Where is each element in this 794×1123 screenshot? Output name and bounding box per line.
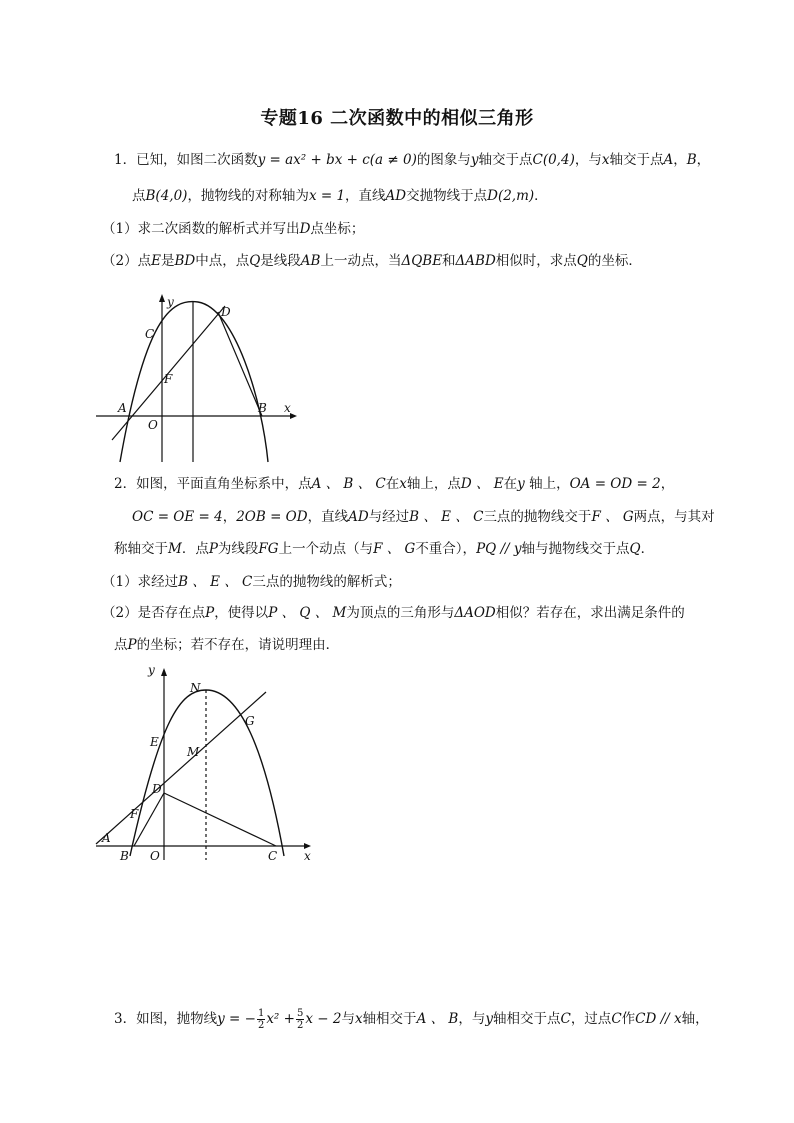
text: 是线段 [260,253,301,269]
var: C [611,1011,622,1027]
text: 两点，与其对 [633,509,715,525]
equation: y = ax² + bx + c(a ≠ 0) [257,152,417,168]
var: BD [174,253,196,269]
text: 已知，如图二次函数 [136,152,258,168]
var: y [470,152,479,168]
text: 称轴交于 [114,541,168,557]
text: 交抛物线于点 [406,188,488,204]
problem-number: 3． [114,1011,137,1027]
text: ，与 [574,152,602,168]
text: 上一动点，当 [320,253,402,269]
var: P [127,637,137,653]
var: ΔQBE [401,253,443,269]
label-y: y [148,663,155,677]
text: 作 [621,1011,636,1027]
p2-question2-cont [114,635,339,655]
label-f: F [164,372,173,386]
label-x: x [304,849,311,863]
text: ， [673,152,687,168]
point: D(2,m) [487,188,535,204]
text: 三点的抛物线的解析式； [252,574,401,590]
text: ， [696,152,711,168]
p3-line1 [114,1008,709,1031]
var: x [354,1011,363,1027]
label-b: B [258,401,267,415]
parabola [120,302,268,462]
var: A 、 B [416,1011,459,1027]
p2-question1 [102,572,401,592]
text: 轴上， [524,476,570,492]
var: Q [629,541,641,557]
text: （1）求经过 [102,574,179,590]
var: FG [258,541,279,557]
equation-part: x − 2 [305,1011,342,1027]
var: D [299,221,311,237]
equation: OC = OE = 4 [132,509,223,525]
text: 与 [341,1011,355,1027]
label-g: G [245,714,255,728]
text: 为顶点的三角形与 [346,605,455,621]
figure-1 [90,290,310,470]
y-axis-arrow [161,668,167,676]
label-e: E [150,735,159,749]
fraction-1 [257,1008,265,1031]
var: y [517,476,525,492]
p1-line2 [132,186,548,206]
label-o: O [148,418,158,432]
figure-2 [90,660,330,870]
text: ，直线 [345,188,386,204]
var: ΔABD [455,253,496,269]
text: ． [640,541,655,557]
segment-dc [164,793,276,846]
text: 和 [442,253,456,269]
var: D 、 E [460,476,504,492]
var: B 、 E 、 C [409,509,484,525]
y-axis-arrow [159,294,165,302]
label-n: N [190,681,201,695]
var: ΔAOD [454,605,496,621]
text: ，与 [458,1011,486,1027]
label-y: y [167,295,174,309]
text: 轴相交于点 [492,1011,561,1027]
p1-line1 [114,150,710,170]
label-o: O [150,849,160,863]
text: 点 [114,637,128,653]
text: 轴， [681,1011,709,1027]
point: A [663,152,674,168]
text: 轴交于点 [478,152,533,168]
var: M [168,541,182,557]
p1-question2 [102,251,642,271]
text: ， [222,509,237,525]
label-a: A [102,831,111,845]
p2-line1 [114,474,674,494]
text: 如图，抛物线 [136,1011,218,1027]
var: P 、 Q 、 M [268,605,347,621]
var: y [485,1011,493,1027]
var: B 、 E 、 C [178,574,253,590]
label-d: D [221,305,231,319]
text: ，抛物线的对称轴为 [187,188,309,204]
point: C(0,4) [532,152,575,168]
equation: 2OB = OD [236,509,308,525]
equation: OA = OD = 2 [569,476,661,492]
equation: CD // x [635,1011,682,1027]
label-f: F [130,807,139,821]
text: ， [660,476,675,492]
text: 的图象与 [416,152,471,168]
text: 中点，点 [195,253,250,269]
numerator: 5 [296,1008,304,1019]
line-ad [96,692,266,844]
point: B(4,0) [145,188,188,204]
text: 的坐标；若不存在，请说明理由． [136,637,340,653]
x-axis-arrow [290,413,297,419]
equation-part: x² + [266,1011,295,1027]
var: AB [300,253,321,269]
label-m: M [187,745,200,759]
var: AD [385,188,407,204]
parabola [130,690,284,856]
label-d: D [152,782,162,796]
var: E [151,253,161,269]
text: 点 [132,188,146,204]
point: B [686,152,697,168]
var: F 、 G [373,541,416,557]
label-b: B [120,849,129,863]
fraction-2 [296,1008,304,1031]
text: 三点的抛物线交于 [483,509,592,525]
text: 轴交于点 [609,152,664,168]
label-c: C [268,849,278,863]
text: 点坐标； [310,221,365,237]
text: ，使得以 [214,605,269,621]
numerator: 1 [257,1008,265,1019]
text: 轴与抛物线交于点 [521,541,630,557]
text: 与经过 [368,509,410,525]
text: 轴上，点 [406,476,461,492]
text: ，直线 [307,509,349,525]
text: 相似？若存在，求出满足条件的 [495,605,685,621]
label-a: A [118,401,127,415]
text: 上一个动点（与 [278,541,374,557]
var: x [399,476,407,492]
p2-line3 [114,539,654,559]
text: （2）点 [102,253,152,269]
problem-number: 2． [114,476,137,492]
text: 不重合）， [415,541,477,557]
text: 的坐标． [587,253,642,269]
text: ．点 [181,541,209,557]
label-c: C [145,327,155,341]
text: 轴相交于 [362,1011,417,1027]
denominator: 2 [296,1020,304,1031]
text: ． [534,188,548,204]
text: 相似时，求点 [495,253,577,269]
text: 是 [160,253,175,269]
text: 在 [503,476,518,492]
p2-line2 [132,507,715,527]
var: P [205,605,215,621]
text: （1）求二次函数的解析式并写出 [102,221,300,237]
p2-question2 [102,603,685,623]
var: C [560,1011,571,1027]
label-x: x [284,401,291,415]
equation-part: y = − [217,1011,256,1027]
denominator: 2 [257,1020,265,1031]
equation: PQ // y [476,541,522,557]
text: 为线段 [217,541,259,557]
var: Q [576,253,588,269]
segment-db [218,312,262,416]
text: 在 [385,476,400,492]
text: （2）是否存在点 [102,605,206,621]
var: A 、 B 、 C [311,476,386,492]
var: Q [249,253,261,269]
p1-question1 [102,219,364,239]
var: x [601,152,610,168]
page-title: 专题16 二次函数中的相似三角形 [260,108,534,129]
var: P [208,541,218,557]
var: AD [348,509,369,525]
text: ，过点 [570,1011,612,1027]
equation: x = 1 [308,188,346,204]
problem-number: 1． [114,152,137,168]
text: 如图，平面直角坐标系中，点 [136,476,312,492]
var: F 、 G [591,509,634,525]
